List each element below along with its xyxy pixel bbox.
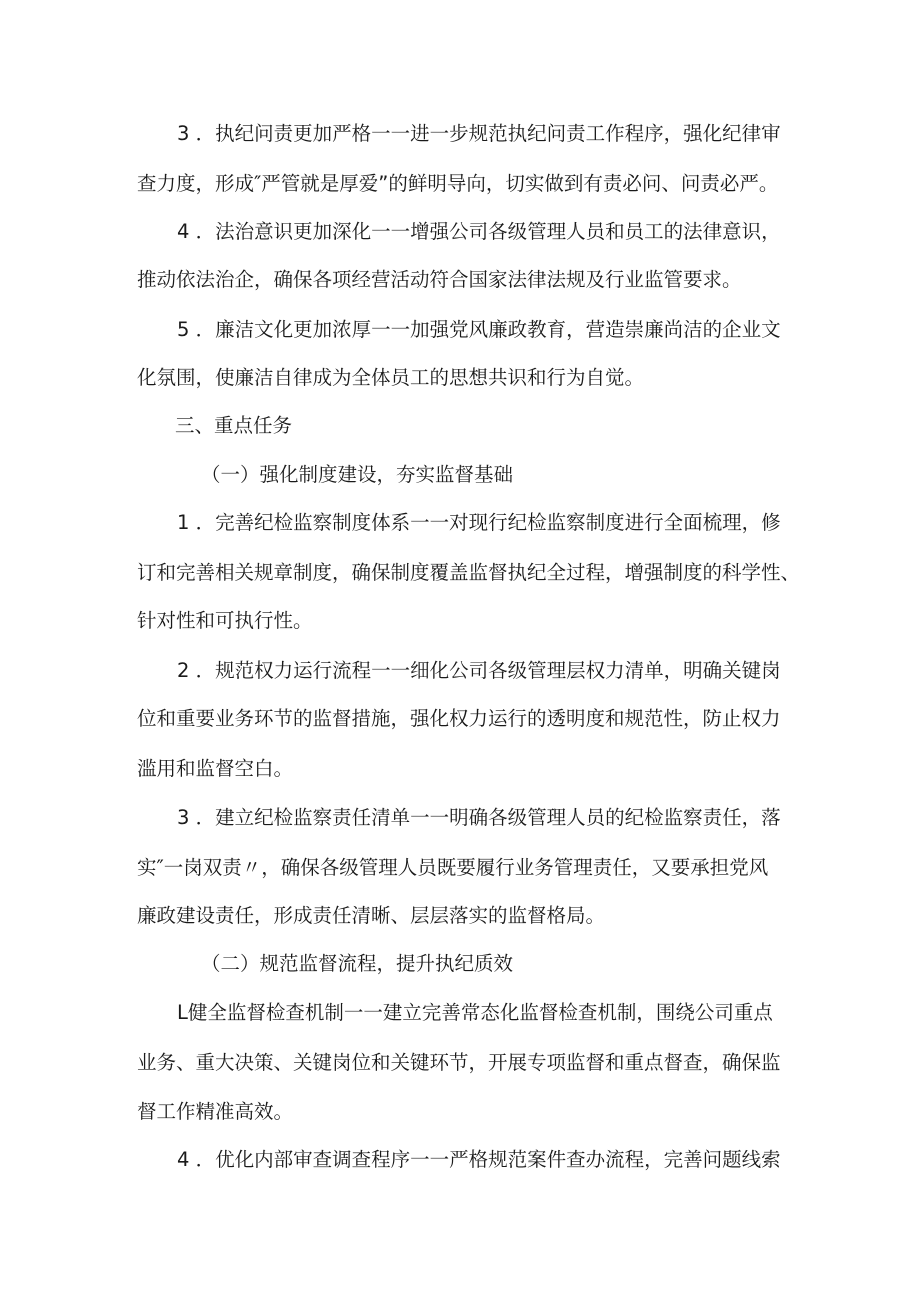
task-4-line-1: 4 ．优化内部审查调查程序一一严格规范案件查办流程，完善问题线索 [177, 1148, 781, 1171]
task-2-line-3: 滥用和监督空白。 [137, 757, 294, 780]
task-3-line-2: 实″一岗双责〃，确保各级管理人员既要履行业务管理责任，又要承担党风 [137, 856, 769, 879]
paragraph-3-line-1: 3 ．执纪问责更加严格一一进一步规范执纪问责工作程序，强化纪律审 [177, 122, 781, 145]
task-l-line-3: 督工作精准高效。 [137, 1100, 294, 1123]
task-2-line-2: 位和重要业务环节的监督措施，强化权力运行的透明度和规范性，防止权力 [137, 707, 781, 730]
task-l-line-1: L健全监督检查机制一一建立完善常态化监督检查机制，围绕公司重点 [177, 1001, 773, 1024]
paragraph-4-line-2: 推动依法治企，确保各项经营活动符合国家法律法规及行业监管要求。 [137, 268, 742, 291]
task-1-line-2: 订和完善相关规章制度，确保制度覆盖监督执纪全过程，增强制度的科学性、 [137, 561, 801, 584]
paragraph-5-line-2: 化氛围，使廉洁自律成为全体员工的思想共识和行为自觉。 [137, 366, 645, 389]
subsection-heading-2: （二）规范监督流程，提升执纪质效 [201, 952, 514, 975]
task-1-line-3: 针对性和可执行性。 [137, 609, 313, 632]
task-1-line-1: 1 ．完善纪检监察制度体系一一对现行纪检监察制度进行全面梳理，修 [177, 511, 781, 534]
subsection-heading-1: （一）强化制度建设，夯实监督基础 [201, 463, 514, 486]
task-3-line-3: 廉政建设责任，形成责任清晰、层层落实的监督格局。 [137, 904, 606, 927]
section-heading: 三、重点任务 [175, 414, 293, 437]
task-l-line-2: 业务、重大决策、关键岗位和关键环节，开展专项监督和重点督查，确保监 [137, 1051, 781, 1074]
task-3-line-1: 3 ．建立纪检监察责任清单一一明确各级管理人员的纪检监察责任，落 [177, 806, 781, 829]
paragraph-5-line-1: 5 ．廉洁文化更加浓厚一一加强党风廉政教育，营造崇廉尚洁的企业文 [177, 318, 781, 341]
paragraph-4-line-1: 4 ．法治意识更加深化一一增强公司各级管理人员和员工的法律意识， [177, 220, 781, 243]
task-2-line-1: 2 ．规范权力运行流程一一细化公司各级管理层权力清单，明确关键岗 [177, 659, 781, 682]
paragraph-3-line-2: 查力度，形成″严管就是厚爱”的鲜明导向，切实做到有责必问、问责必严。 [137, 172, 779, 195]
